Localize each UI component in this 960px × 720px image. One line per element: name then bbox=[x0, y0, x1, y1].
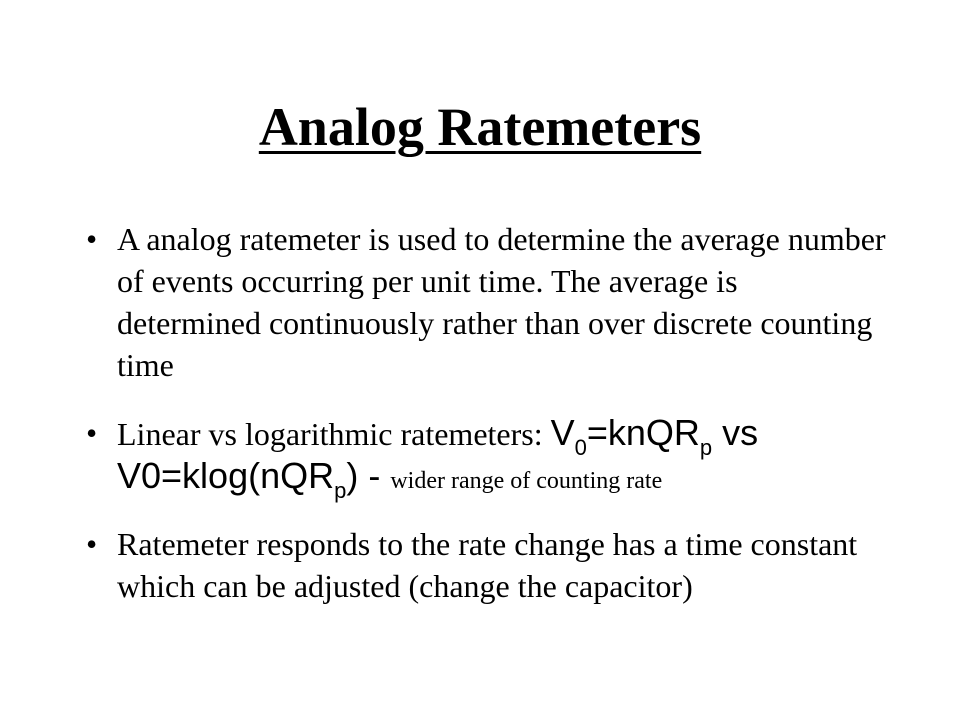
bullet-marker: • bbox=[86, 526, 98, 562]
bullet-text bbox=[117, 412, 887, 502]
bullet-colon: : bbox=[533, 416, 551, 452]
formula-symbol-v: V bbox=[550, 412, 575, 453]
bullet-marker: • bbox=[86, 415, 98, 451]
formula-log-lhs: vs V0=klog(nQR bbox=[117, 412, 759, 496]
formula-linear-rhs: =knQR bbox=[586, 412, 700, 453]
formula-subscript-p: p bbox=[334, 478, 347, 503]
formula-subscript-zero: 0 bbox=[574, 435, 587, 460]
slide-title: Analog Ratemeters bbox=[258, 97, 702, 157]
bullet-text: A analog ratemeter is used to determine the average number of events occurring per unit time. The average is determined continuously rather than over discrete counting time bbox=[117, 221, 886, 383]
bullet-tail: wider range of counting rate bbox=[390, 468, 663, 494]
formula-subscript-p: p bbox=[699, 435, 713, 460]
bullet-marker: • bbox=[86, 221, 98, 257]
bullet-intro: Linear vs logarithmic ratemeters bbox=[117, 416, 534, 452]
bullet-text: Ratemeter responds to the rate change has a time constant which can be adjusted (change the capacitor) bbox=[117, 526, 858, 604]
formula-log-end: ) - bbox=[346, 455, 391, 496]
